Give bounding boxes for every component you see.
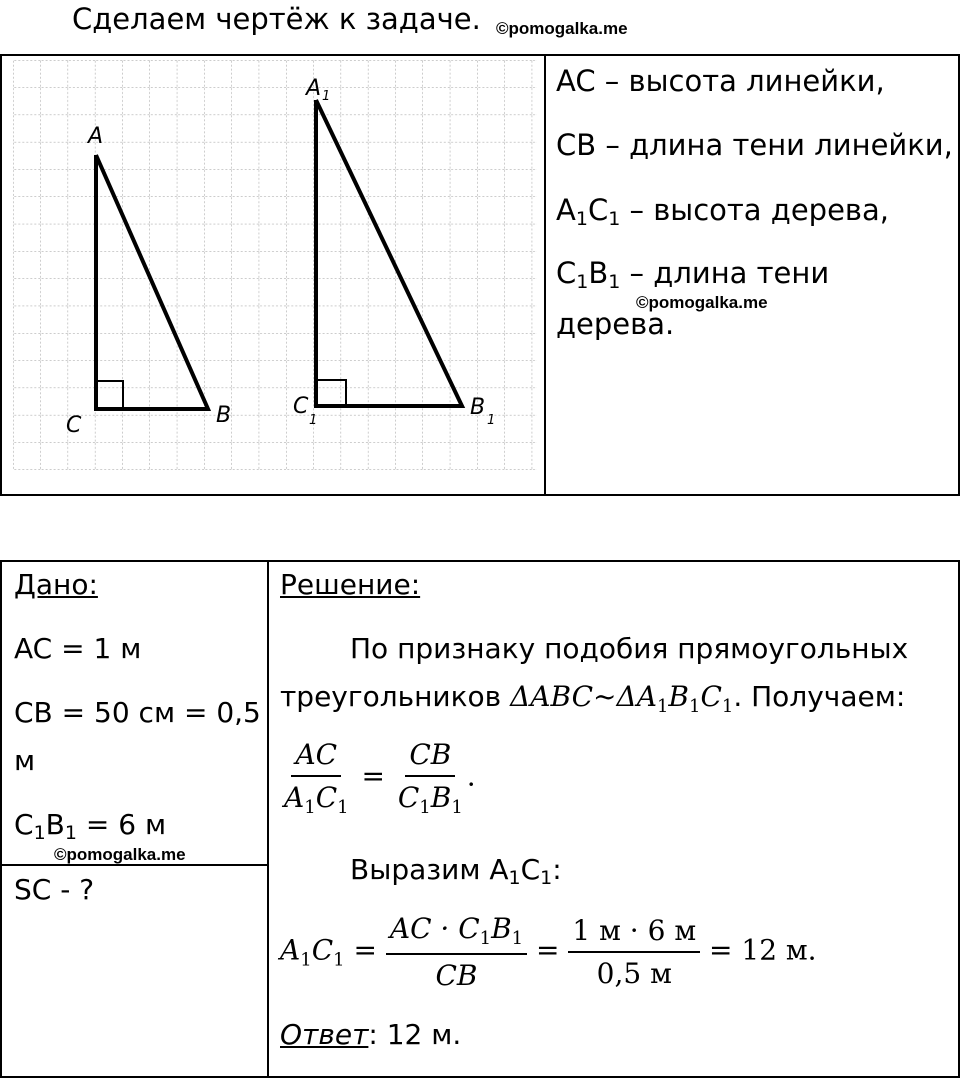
watermark: ©pomogalka.me [636, 293, 768, 312]
answer-line: Ответ: 12 м. [280, 1018, 462, 1051]
express-line: Выразим $A_1C_1$: [350, 853, 562, 889]
label-a: A [88, 124, 104, 149]
triangles-drawing [0, 0, 545, 500]
label-b1-sub: 1 [487, 413, 496, 428]
watermark: ©pomogalka.me [54, 845, 186, 864]
grid-background [13, 60, 537, 470]
page-heading: Сделаем чертёж к задаче. [72, 2, 481, 36]
table-divider [267, 561, 269, 1077]
find-sc: SC - ? [14, 873, 95, 906]
label-a1: A [306, 76, 322, 101]
legend-tree: дерева. [556, 307, 675, 341]
given-ac: AC = 1 м [14, 632, 142, 665]
legend-ac: AC – высота линейки, [556, 64, 885, 98]
ratio-formula: $\frac{AC}{A_1C_1}$ = $\frac{CB}{C_1B_1}$ . [284, 738, 476, 818]
label-c: C [66, 413, 82, 438]
watermark: ©pomogalka.me [496, 19, 628, 38]
solution-para-line2: треугольников $\Delta ABC\sim\Delta A_1B_1C_1$. Получаем: [280, 680, 906, 717]
given-c1b1: $C_1B_1 = 6$ м [14, 808, 167, 844]
label-c1: C [293, 394, 309, 419]
given-cb: CB = 50 см = 0,5 [14, 696, 261, 729]
legend-cb: CB – длина тени линейки, [556, 128, 953, 162]
final-formula: $A_1C_1$ = $\frac{AC \cdot C_1B_1}{CB}$ = $\frac{1 м \cdot 6 м}{0,5 м}$ = 12 м. [280, 912, 817, 992]
label-c1-sub: 1 [309, 413, 318, 428]
label-a1-sub: 1 [322, 89, 331, 104]
label-b: B [216, 403, 232, 428]
solution-para-line1: По признаку подобия прямоугольных [350, 632, 909, 665]
given-title: Дано: [14, 568, 98, 601]
solution-title: Решение: [280, 568, 421, 601]
legend-c1b1: $C_1B_1$ – длина тени [556, 256, 830, 293]
legend-a1c1: $A_1C_1$ – высота дерева, [556, 193, 889, 230]
label-b1: B [470, 395, 486, 420]
given-cb-unit: м [14, 744, 36, 777]
similarity-formula: $\Delta ABC\sim\Delta A_1B_1C_1$ [510, 680, 734, 717]
